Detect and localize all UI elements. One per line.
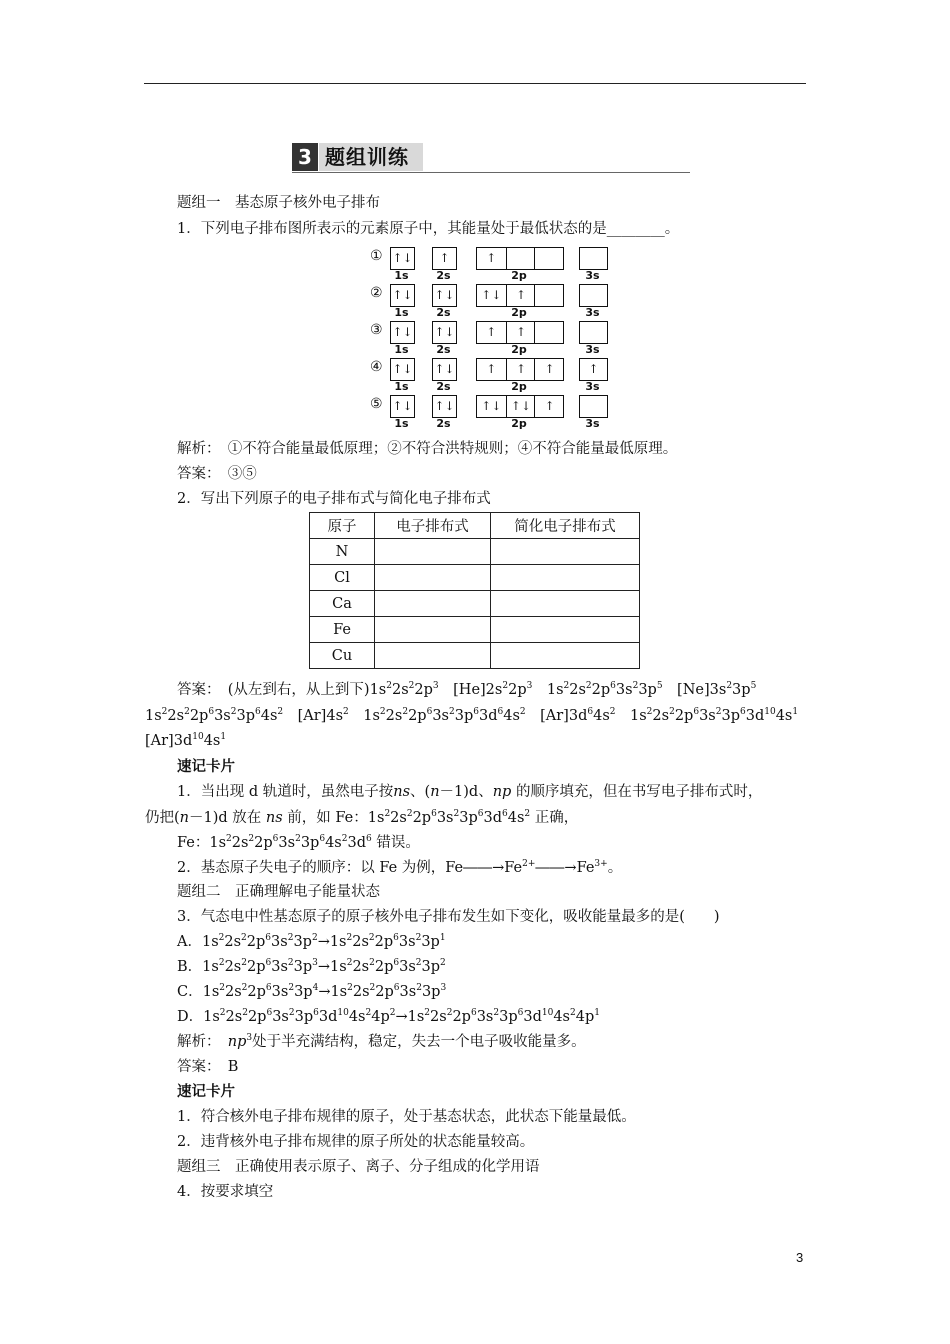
memo2-line2: 2．违背核外电子排布规律的原子所处的状态能量较高。 xyxy=(177,1134,535,1150)
option-c: C．$1s^22s^22p^63s^23p^4\to 1s^22s^22p^63s^23p^3$ xyxy=(177,983,447,1000)
orbital-electrons: ↑↓ xyxy=(392,251,413,265)
orbital-caption: 1s xyxy=(394,306,409,319)
table-header: 简化电子排布式 xyxy=(491,513,640,539)
orbital-caption: 3s xyxy=(585,306,600,319)
group2-title: 题组二 正确理解电子能量状态 xyxy=(177,884,380,900)
blank-cell xyxy=(375,565,491,591)
blank-cell xyxy=(375,539,491,565)
orbital-caption: 1s xyxy=(394,417,409,430)
orbital-electrons: ↑ xyxy=(588,362,599,376)
orbital-electrons: ↑ xyxy=(486,362,497,376)
memo1-text: 仍把( xyxy=(145,810,180,826)
memo1-text: 1．当出现 d 轨道时，虽然电子按 xyxy=(177,784,394,800)
q2-answer-line3: $[Ar]3d^{10}4s^1$ xyxy=(145,732,227,749)
q3-answer: 答案： B xyxy=(177,1059,239,1075)
orbital-row-label: ④ xyxy=(370,359,383,375)
memo1-text: 正确， xyxy=(534,810,579,826)
question-1: 1．下列电子排布图所表示的元素原子中，其能量处于最低状态的是________。 xyxy=(177,221,680,237)
blank-cell xyxy=(491,565,640,591)
orbital-diagram xyxy=(370,247,610,432)
orbital-electrons: ↑ xyxy=(506,359,536,380)
orbital-electrons: ↑ xyxy=(486,251,497,265)
q3-analysis-text: 处于半充满结构，稳定，失去一个电子吸收能量多。 xyxy=(252,1034,586,1050)
page-number: 3 xyxy=(796,1250,804,1265)
orbital-electrons xyxy=(506,248,536,269)
orbital-box xyxy=(390,395,415,418)
orbital-box xyxy=(476,321,564,344)
table-row xyxy=(310,565,640,591)
orbital-box xyxy=(476,395,564,418)
orbital-electrons: ↑ xyxy=(486,325,497,339)
option-a: A．$1s^22s^22p^63s^23p^2\to 1s^22s^22p^63s^23p^1$ xyxy=(177,933,446,950)
q1-analysis: 解析： ①不符合能量最低原理；②不符合洪特规则；④不符合能量最低原理。 xyxy=(177,441,678,457)
orbital-electrons xyxy=(580,322,607,343)
table-header: 电子排布式 xyxy=(375,513,491,539)
atom-cell: Ca xyxy=(310,591,375,617)
orbital-box xyxy=(390,284,415,307)
orbital-caption: 2p xyxy=(511,380,527,393)
memo1-line3: Fe：$1s^22s^22p^63s^23p^64s^23d^6$ 错误。 xyxy=(177,834,420,851)
memo1-text: 2．基态原子失电子的顺序：以 Fe 为例，Fe――→Fe xyxy=(177,860,523,876)
memo1-text: 的顺序填充，但在书写电子排布式时， xyxy=(515,784,763,800)
atom-cell: Cu xyxy=(310,643,375,669)
question-3: 3．气态电中性基态原子的原子核外电子排布发生如下变化，吸收能量最多的是( ) xyxy=(177,909,720,925)
orbital-electrons: ↑↓ xyxy=(481,399,502,413)
orbital-electrons: ↑ xyxy=(506,285,536,306)
orbital-box xyxy=(432,321,457,344)
orbital-caption: 2s xyxy=(436,269,451,282)
orbital-electrons xyxy=(534,248,564,269)
option-b: B．$1s^22s^22p^63s^23p^3\to 1s^22s^22p^63s^23p^2$ xyxy=(177,958,446,975)
orbital-electrons: ↑↓ xyxy=(392,399,413,413)
table-row xyxy=(310,617,640,643)
orbital-box xyxy=(579,247,608,270)
orbital-box xyxy=(579,321,608,344)
orbital-caption: 1s xyxy=(394,380,409,393)
table-row xyxy=(310,591,640,617)
table-header-row xyxy=(310,513,640,539)
orbital-electrons: ↑ xyxy=(534,396,564,417)
orbital-row-label: ② xyxy=(370,285,383,301)
group1-title: 题组一 基态原子核外电子排布 xyxy=(177,195,380,211)
orbital-box xyxy=(432,284,457,307)
orbital-caption: 3s xyxy=(585,343,600,356)
orbital-row-label: ③ xyxy=(370,322,383,338)
blank-cell xyxy=(491,617,640,643)
orbital-caption: 2s xyxy=(436,380,451,393)
blank-cell xyxy=(375,591,491,617)
atom-cell: N xyxy=(310,539,375,565)
orbital-electrons: ↑ xyxy=(439,251,450,265)
table-row xyxy=(310,643,640,669)
atom-cell: Cl xyxy=(310,565,375,591)
orbital-box xyxy=(390,358,415,381)
q2-answer-line2: $1s^22s^22p^63s^23p^64s^2$ $[Ar]4s^2$ $1s^22s^22p^63s^23p^63d^64s^2$ $[Ar]3d^64s^2$ $1s^22s^22p^63s^23p^63d^{10}4s^1$ xyxy=(145,707,799,724)
section-title: 题组训练 xyxy=(319,143,423,171)
orbital-electrons: ↑↓ xyxy=(434,362,455,376)
orbital-electrons: ↑ xyxy=(534,359,564,380)
orbital-electrons: ↑↓ xyxy=(434,399,455,413)
blank-cell xyxy=(491,539,640,565)
orbital-electrons xyxy=(580,248,607,269)
table-row xyxy=(310,539,640,565)
blank-cell xyxy=(375,617,491,643)
orbital-electrons xyxy=(534,285,564,306)
orbital-electrons: ↑↓ xyxy=(506,396,536,417)
memo2-line1: 1．符合核外电子排布规律的原子，处于基态状态，此状态下能量最低。 xyxy=(177,1109,636,1125)
orbital-electrons xyxy=(580,396,607,417)
orbital-electrons: ↑ xyxy=(506,322,536,343)
orbital-box xyxy=(432,395,457,418)
question-2: 2．写出下列原子的电子排布式与简化电子排布式 xyxy=(177,491,491,507)
question-4: 4．按要求填空 xyxy=(177,1184,274,1200)
orbital-electrons: ↑↓ xyxy=(392,325,413,339)
memo-card-title-2: 速记卡片 xyxy=(177,1084,235,1100)
orbital-caption: 3s xyxy=(585,380,600,393)
orbital-box xyxy=(476,358,564,381)
section-number: 3 xyxy=(292,143,318,171)
memo1-line1: 1．当出现 d 轨道时，虽然电子按ns、(n－1)d、np 的顺序填充，但在书写电子排布式时， xyxy=(177,784,763,800)
orbital-box xyxy=(390,321,415,344)
orbital-electrons: ↑↓ xyxy=(392,362,413,376)
orbital-electrons xyxy=(580,285,607,306)
blank-cell xyxy=(491,643,640,669)
orbital-box xyxy=(579,358,608,381)
orbital-box xyxy=(579,284,608,307)
orbital-caption: 2s xyxy=(436,417,451,430)
orbital-box xyxy=(476,247,564,270)
memo1-text: 前，如 Fe： xyxy=(287,810,368,826)
orbital-electrons: ↑↓ xyxy=(392,288,413,302)
option-d: D．$1s^22s^22p^63s^23p^63d^{10}4s^24p^2\to 1s^22s^22p^63s^23p^63d^{10}4s^24p^1$ xyxy=(177,1008,600,1025)
memo1-line2: 仍把(n－1)d 放在 ns 前，如 Fe：$1s^22s^22p^63s^23p^63d^64s^2$ 正确， xyxy=(145,809,579,826)
memo1-text: 错误。 xyxy=(376,835,420,851)
orbital-box xyxy=(390,247,415,270)
orbital-row-label: ⑤ xyxy=(370,396,383,412)
q2-answer-prefix: 答案： (从左到右，从上到下) xyxy=(177,682,370,698)
orbital-caption: 2p xyxy=(511,343,527,356)
orbital-electrons: ↑↓ xyxy=(434,288,455,302)
banner-rule xyxy=(292,172,690,173)
orbital-caption: 2s xyxy=(436,343,451,356)
blank-cell xyxy=(375,643,491,669)
orbital-electrons xyxy=(534,322,564,343)
section-banner xyxy=(292,143,690,173)
electron-config-table xyxy=(309,512,640,669)
orbital-caption: 2p xyxy=(511,306,527,319)
orbital-caption: 3s xyxy=(585,269,600,282)
orbital-box xyxy=(579,395,608,418)
orbital-box xyxy=(476,284,564,307)
orbital-box xyxy=(432,358,457,381)
atom-cell: Fe xyxy=(310,617,375,643)
orbital-caption: 2p xyxy=(511,269,527,282)
table-header: 原子 xyxy=(310,513,375,539)
orbital-box xyxy=(432,247,457,270)
q3-analysis: 解析： $np^3$处于半充满结构，稳定，失去一个电子吸收能量多。 xyxy=(177,1033,586,1050)
memo1-line4: 2．基态原子失电子的顺序：以 Fe 为例，$Fe――\to Fe^{2+}――\to Fe^{3+}$。 xyxy=(177,859,623,876)
q2-answer-line1: 答案： (从左到右，从上到下)$1s^22s^22p^3$ $[He]2s^22p^3$ $1s^22s^22p^63s^23p^5$ $[Ne]3s^23p^5$ xyxy=(177,681,757,698)
q1-answer: 答案： ③⑤ xyxy=(177,466,257,482)
header-rule xyxy=(144,83,806,84)
orbital-caption: 1s xyxy=(394,343,409,356)
orbital-row-label: ① xyxy=(370,248,383,264)
orbital-caption: 1s xyxy=(394,269,409,282)
orbital-caption: 2p xyxy=(511,417,527,430)
orbital-electrons: ↑↓ xyxy=(481,288,502,302)
blank-cell xyxy=(491,591,640,617)
orbital-caption: 2s xyxy=(436,306,451,319)
orbital-caption: 3s xyxy=(585,417,600,430)
group3-title: 题组三 正确使用表示原子、离子、分子组成的化学用语 xyxy=(177,1159,540,1175)
memo-card-title: 速记卡片 xyxy=(177,759,235,775)
orbital-electrons: ↑↓ xyxy=(434,325,455,339)
